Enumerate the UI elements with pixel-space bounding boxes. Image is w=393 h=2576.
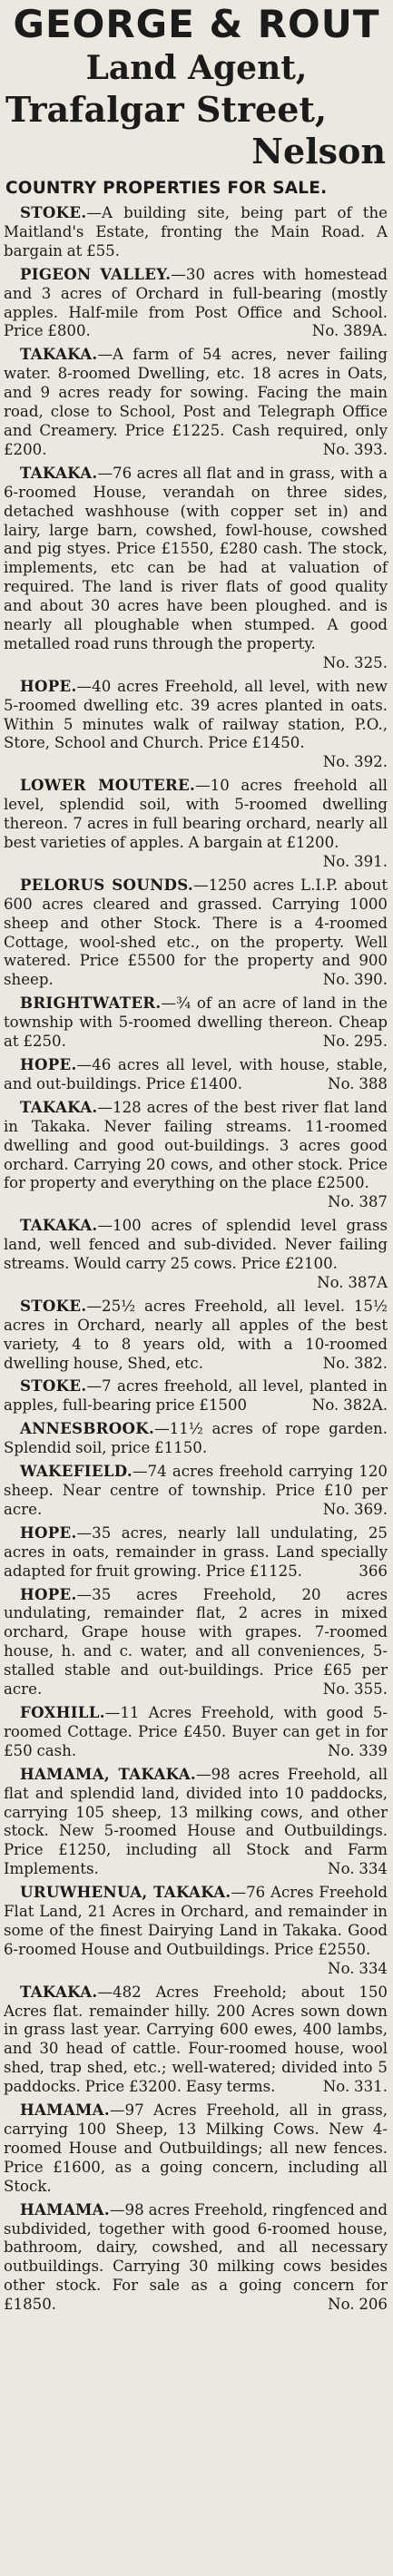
listing-description: —35 acres, nearly lall undulating, 25 acres in oats, remainder in grass. Land specially adapted for fruit growing. Price £1125. [4,1523,388,1580]
listing-description: —74 acres freehold carrying 120 sheep. Near centre of township. Price £10 per acre. [4,1463,388,1518]
listing-reference-number: No. 325. [322,653,388,671]
listing-reference-number: No. 355. [322,1680,388,1699]
listing-reference-number: No. 295. [322,1033,388,1051]
listing-reference-number: No. 382. [322,1354,388,1372]
listing-location: FOXHILL. [20,1702,105,1721]
property-listing [4,1376,388,1415]
section-heading: COUNTRY PROPERTIES FOR SALE. [5,179,328,198]
listing-reference-number: No. 391. [322,852,388,870]
listing-reference-number: No. 393. [322,440,388,458]
listing-description: —11½ acres of rope garden. Splendid soil, price £1150. [4,1420,388,1457]
property-listing [4,1983,388,2097]
listing-location: TAKAKA. [20,1097,98,1116]
listing-location: HAMAMA. [20,2199,110,2218]
property-listing [4,203,388,261]
property-listing [4,1216,388,1293]
listing-reference-number: No. 339 [328,1741,388,1759]
property-listing [4,2101,388,2197]
listing-location: HOPE. [20,1584,77,1603]
listing-description: —98 acres Freehold, all flat and splendid land, divided into 10 paddocks, carrying 105 sheep, 13 milking cows, and other stock. New 5-roomed House and Outbuildings. Price £1250, including all Stock and Farm Implements. [4,1765,388,1878]
listing-location: HAMAMA. [20,2101,110,2120]
listing-location: HOPE. [20,1054,77,1073]
listing-reference-number: No. 334 [328,1959,388,1977]
listing-location: BRIGHTWATER. [20,994,162,1013]
listing-description: —1250 acres L.I.P. about 600 acres cleared and grassed. Carrying 1000 sheep and other Stock. There is a 4-roomed Cottage, wool-shed etc., on the property. Well watered. Price £5500 for the property and 900 sheep. [4,876,388,989]
listing-location: HOPE. [20,676,77,695]
listing-description: —46 acres all level, with house, stable, and out-buildings. Price £1400. [4,1055,388,1092]
property-listing [4,1462,388,1520]
listing-description: —128 acres of the best river flat land in Takaka. Never failing streams. 11-roomed dwelling and good out-buildings. 3 acres good orchard. Carrying 20 cows, and other stock. Price for property and everything on the place £2500. [4,1098,388,1192]
listing-location: PIGEON VALLEY. [20,264,172,283]
listing-reference-number: No. 334 [328,1860,388,1878]
listing-reference-number: 366 [359,1562,388,1580]
property-listings [0,201,393,2315]
agency-role: Land Agent, [85,49,308,87]
property-listing [4,1585,388,1699]
listing-location: HAMAMA, TAKAKA. [20,1764,196,1783]
listing-location: ANNESBROOK. [20,1419,155,1438]
property-listing [4,776,388,872]
listing-location: STOKE. [20,203,87,221]
listing-description: —100 acres of splendid level grass land, well fenced and sub-divided. Never failing streams. Would carry 25 cows. Price £2100. [4,1217,388,1273]
property-listing [4,1883,388,1979]
listing-location: TAKAKA. [20,1982,98,2001]
property-listing [4,1297,388,1374]
listing-description: —35 acres Freehold, 20 acres undulating, remainder flat, 2 acres in mixed orchard, Grape house with grapes. 7-roomed house, h. and c. water, and all conveniences, 5-stalled stable and out-buildings. Price £65 per acre. [4,1585,388,1699]
property-listing [4,1523,388,1582]
listing-description: —7 acres freehold, all level, planted in apples, full-bearing price £1500 [4,1377,388,1415]
listing-reference-number: No. 387 [328,1193,388,1211]
listing-description: —97 Acres Freehold, all in grass, carrying 100 Sheep, 13 Milking Cows. New 4-roomed House and Outbuildings; all new fences. Price £1600, as a going concern, including all Stock. [4,2101,388,2195]
listing-location: HOPE. [20,1523,77,1542]
listing-location: LOWER MOUTERE. [20,776,196,795]
agency-street: Trafalgar Street, [5,89,328,130]
listing-description: —25½ acres Freehold, all level. 15½ acres in Orchard, nearly all apples of the best variety, 4 to 8 years old, with a 10-roomed dwelling house, Shed, etc. [4,1297,388,1372]
property-listing [4,1703,388,1761]
listing-location: STOKE. [20,1296,87,1315]
listing-description: —30 acres with homestead and 3 acres of Orchard in full-bearing (mostly apples. Half-mile from Post Office and School. Price £800. [4,265,388,340]
masthead [0,0,393,172]
listing-description: —482 Acres Freehold; about 150 Acres flat. remainder hilly. 200 Acres sown down in grass last year. Carrying 600 ewes, 400 lambs, and 30 head of cattle. Four-roomed house, wool shed, trap shed, etc.; well-watered; divided into 5 paddocks. Price £3200. Easy terms. [4,1983,388,2096]
property-listing [4,265,388,342]
listing-reference-number: No. 390. [322,971,388,989]
listing-location: WAKEFIELD. [20,1462,133,1481]
listing-location: PELORUS SOUNDS. [20,875,194,894]
listing-description: —76 acres all flat and in grass, with a 6-roomed House, verandah on three sides, detached washhouse (with copper set in) and lairy, large barn, cowshed, fowl-house, cowshed and pig styes. Price £1550, £280 cash. The stock, implements, etc can be had at valuation of required. The land is river flats of good quality and about 30 acres have been ploughed. and is nearly all ploughable when stumped. A good metalled road runs through the property. [4,464,388,652]
property-listing [4,994,388,1052]
listing-reference-number: No. 382A. [311,1396,388,1415]
agency-city: Nelson [251,131,386,171]
listing-reference-number: No. 387A [317,1273,388,1291]
listing-description: —11 Acres Freehold, with good 5-roomed Cottage. Price £450. Buyer can get in for £50 cash. [4,1703,388,1759]
property-listing [4,464,388,673]
listing-description: —40 acres Freehold, all level, with new 5-roomed dwelling etc. 39 acres planted in oats. Within 5 minutes walk of railway station, P.O., Store, School and Church. Price £1450. [4,677,388,752]
listing-location: URUWHENUA, TAKAKA. [20,1883,231,1902]
listing-reference-number: No. 392. [322,753,388,771]
property-listing [4,345,388,459]
listing-reference-number: No. 388 [328,1074,388,1092]
listing-location: TAKAKA. [20,463,98,482]
listing-description: —¾ of an acre of land in the township with 5-roomed dwelling thereon. Cheap at £250. [4,994,388,1051]
property-listing [4,1098,388,1212]
listing-reference-number: No. 331. [322,2078,388,2096]
property-listing [4,1765,388,1879]
listing-description: —98 acres Freehold, ringfenced and subdivided, together with good 6-roomed house, bathroom, dairy, cowshed, and all necessary outbuildings. Carrying 30 milking cows besides other stock. For sale as a going concern for £1850. [4,2200,388,2314]
listing-description: —A farm of 54 acres, never failing water. 8-roomed Dwelling, etc. 18 acres in Oats, and 9 acres ready for sowing. Facing the main road, close to School, Post and Telegraph Office and Creamery. Price £1225. Cash required, only £200. [4,346,388,458]
property-listing [4,1419,388,1458]
listing-description: —76 Acres Freehold Flat Land, 21 Acres in Orchard, and remainder in some of the finest Dairying Land in Takaka. Good 6-roomed House and Outbuildings. Price £2550. [4,1884,388,1958]
listing-location: STOKE. [20,1376,87,1396]
property-listing [4,876,388,990]
listing-reference-number: No. 389A. [311,322,388,340]
property-listing [4,1055,388,1094]
property-listing [4,2200,388,2315]
listing-description: —10 acres freehold all level, splendid soil, with 5-roomed dwelling thereon. 7 acres in full bearing orchard, nearly all best varieties of apples. A bargain at £1200. [4,777,388,851]
listing-reference-number: No. 206 [328,2296,388,2314]
listing-location: TAKAKA. [20,345,98,364]
property-listing [4,677,388,773]
agency-name: GEORGE & ROUT [13,2,380,46]
listing-location: TAKAKA. [20,1216,98,1235]
listing-description: —A building site, being part of the Maitland's Estate, fronting the Main Road. A bargain at £55. [4,204,388,260]
listing-reference-number: No. 369. [322,1500,388,1518]
